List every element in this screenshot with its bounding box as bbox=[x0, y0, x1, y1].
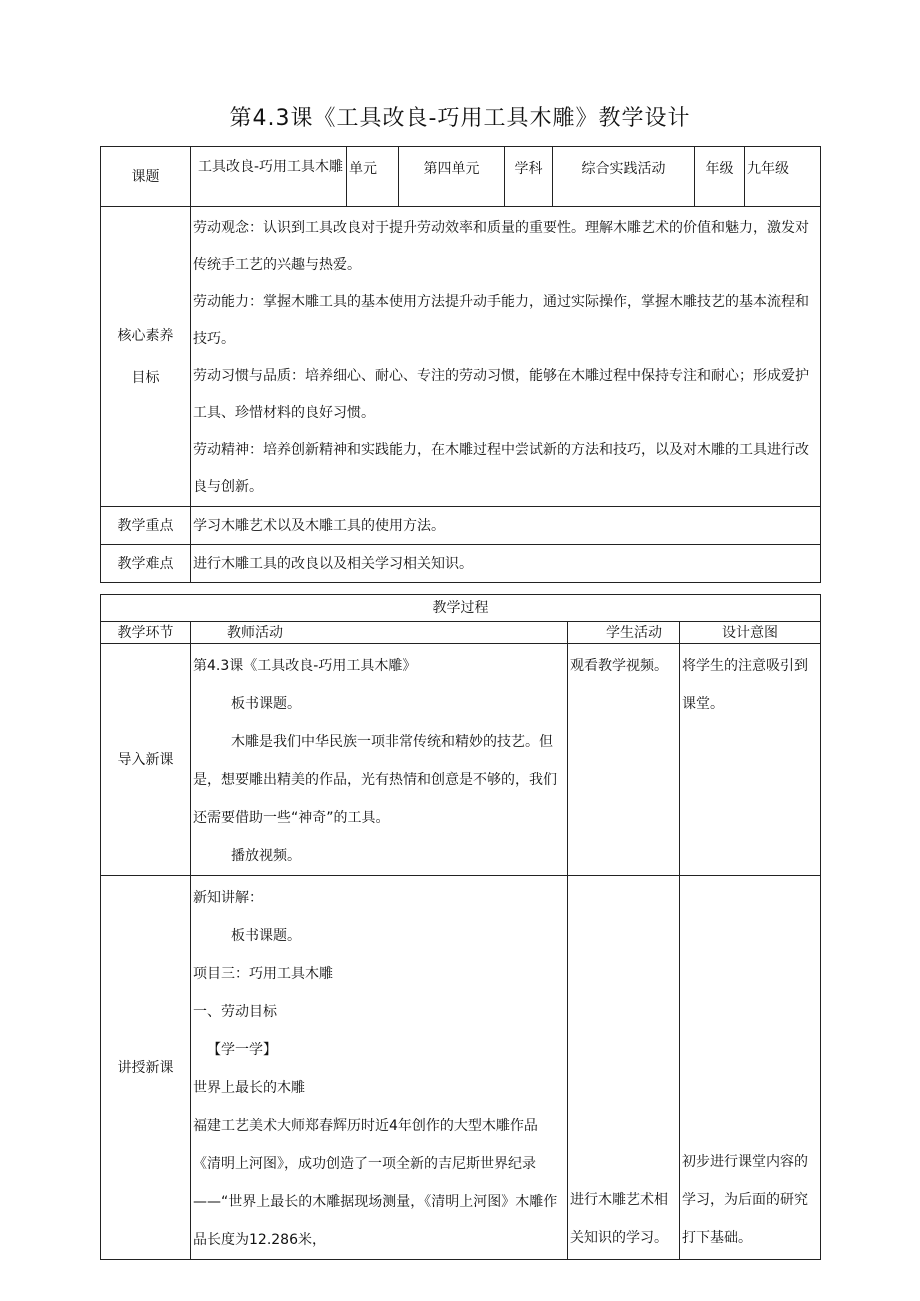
key-point-text: 学习木雕艺术以及木雕工具的使用方法。 bbox=[191, 507, 821, 545]
teacher-line: 新知讲解： bbox=[193, 890, 263, 906]
teacher-line: 福建工艺美术大师郑春辉历时近4年创作的大型木雕作品《清明上河图》，成功创造了一项全新的吉尼斯世界纪录——“世界上最长的木雕据现场测量，《清明上河图》木雕作品长度为12.286米， bbox=[193, 1118, 558, 1248]
goal-labor-habit: 劳动习惯与品质：培养细心、耐心、专注的劳动习惯，能够在木雕过程中保持专注和耐心；形成爱护工具、珍惜材料的良好习惯。 bbox=[193, 368, 809, 421]
goals-content bbox=[191, 207, 821, 507]
teacher-line: 板书课题。 bbox=[231, 696, 301, 712]
teacher-line: 【学一学】 bbox=[207, 1042, 277, 1058]
unit-value: 第四单元 bbox=[399, 147, 505, 207]
topic-value: 工具改良-巧用工具木雕 bbox=[191, 147, 347, 207]
stage-intro: 导入新课 bbox=[101, 644, 191, 876]
teacher-new-lesson bbox=[191, 876, 568, 1260]
teacher-line: 世界上最长的木雕 bbox=[193, 1080, 305, 1096]
goal-labor-spirit: 劳动精神：培养创新精神和实践能力，在木雕过程中尝试新的方法和技巧，以及对木雕的工具进行改良与创新。 bbox=[193, 442, 809, 495]
subject-label: 学科 bbox=[505, 147, 553, 207]
teacher-line: 项目三：巧用工具木雕 bbox=[193, 966, 333, 982]
process-table bbox=[100, 594, 821, 1260]
teacher-line: 播放视频。 bbox=[231, 848, 301, 864]
process-header: 教学过程 bbox=[101, 595, 821, 622]
teacher-intro bbox=[191, 644, 568, 876]
intent-intro: 将学生的注意吸引到课堂。 bbox=[680, 644, 821, 876]
page-title: 第4.3课《工具改良-巧用工具木雕》教学设计 bbox=[229, 106, 691, 131]
unit-label: 单元 bbox=[347, 147, 399, 207]
grade-value: 九年级 bbox=[745, 147, 821, 207]
subject-value: 综合实践活动 bbox=[553, 147, 695, 207]
key-point-label: 教学重点 bbox=[101, 507, 191, 545]
student-intro: 观看教学视频。 bbox=[568, 644, 680, 876]
goal-labor-concept: 劳动观念：认识到工具改良对于提升劳动效率和质量的重要性。理解木雕艺术的价值和魅力，激发对传统手工艺的兴趣与热爱。 bbox=[193, 220, 809, 273]
difficulty-label: 教学难点 bbox=[101, 545, 191, 583]
topic-label: 课题 bbox=[101, 147, 191, 207]
goal-labor-ability: 劳动能力：掌握木雕工具的基本使用方法提升动手能力，通过实际操作，掌握木雕技艺的基本流程和技巧。 bbox=[193, 294, 809, 347]
teacher-line: 木雕是我们中华民族一项非常传统和精妙的技艺。但是，想要雕出精美的作品，光有热情和创意是不够的，我们还需要借助一些“神奇”的工具。 bbox=[193, 734, 557, 826]
stage-new-lesson: 讲授新课 bbox=[101, 876, 191, 1260]
goals-label: 核心素养目标 bbox=[101, 207, 191, 507]
teacher-line: 第4.3课《工具改良-巧用工具木雕》 bbox=[193, 658, 417, 674]
teacher-line: 板书课题。 bbox=[231, 928, 301, 944]
col-student: 学生活动 bbox=[568, 622, 680, 644]
col-intent: 设计意图 bbox=[680, 622, 821, 644]
teacher-line: 一、劳动目标 bbox=[193, 1004, 277, 1020]
col-stage: 教学环节 bbox=[101, 622, 191, 644]
intent-new-lesson: 初步进行课堂内容的学习，为后面的研究打下基础。 bbox=[680, 876, 821, 1260]
difficulty-text: 进行木雕工具的改良以及相关学习相关知识。 bbox=[191, 545, 821, 583]
student-new-lesson: 进行木雕艺术相关知识的学习。 bbox=[568, 876, 680, 1260]
grade-label: 年级 bbox=[695, 147, 745, 207]
lesson-info-table bbox=[100, 146, 821, 583]
col-teacher: 教师活动 bbox=[191, 622, 568, 644]
